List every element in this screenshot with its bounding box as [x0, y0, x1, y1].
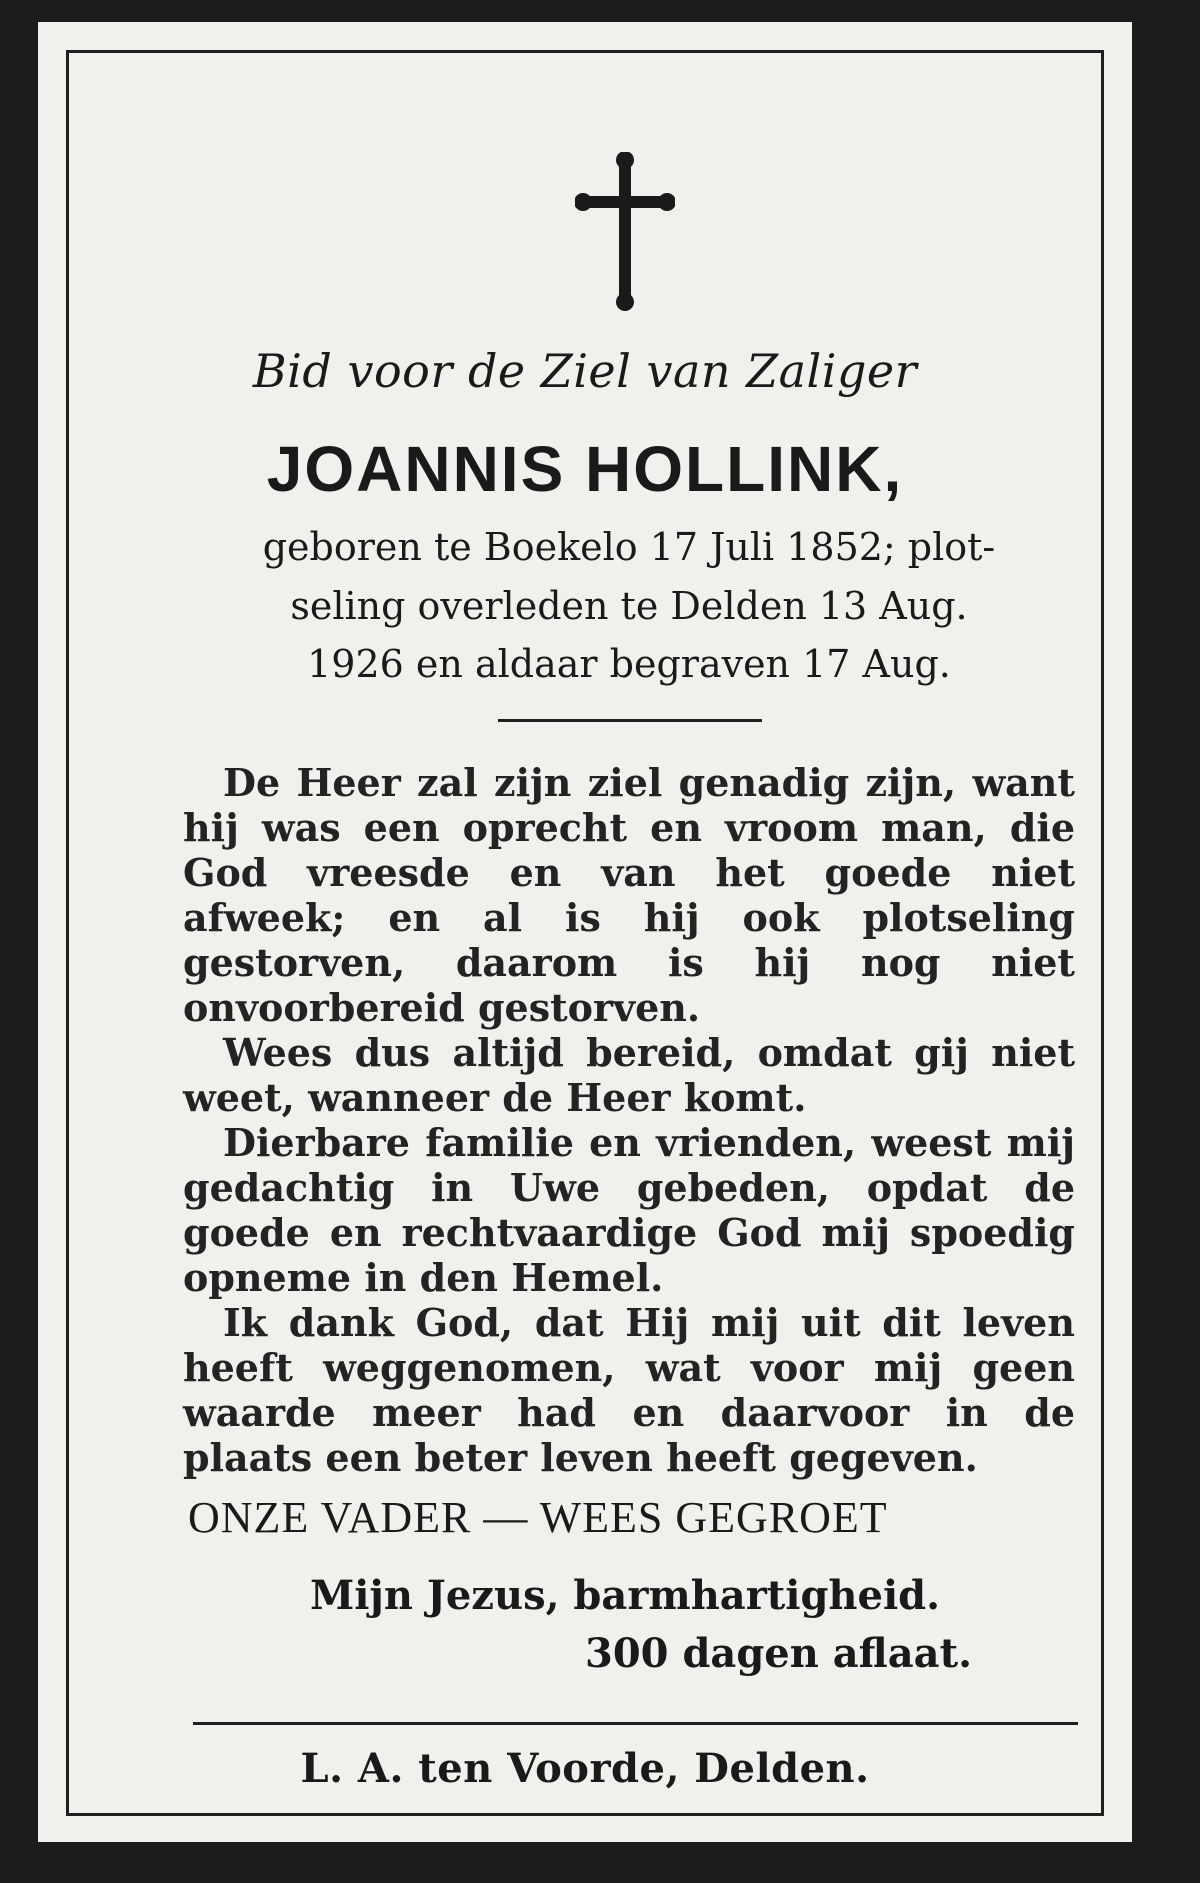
birth-death-line-3: 1926 en aldaar begraven 17 Aug.	[307, 642, 951, 686]
paragraph-2: Wees dus altijd bereid, omdat gij niet weet, wanneer de Heer komt.	[183, 1030, 1075, 1120]
paragraph-1: De Heer zal zijn ziel genadig zijn, want hij was een oprecht en vroom man, die God vreesde en van het goede niet afweek; en al is hij ook plotseling gestorven, daarom is hij nog niet onvoorbereid gestorven.	[183, 760, 1075, 1030]
divider-long	[193, 1722, 1078, 1725]
printer-credit: L. A. ten Voorde, Delden.	[300, 1745, 870, 1792]
prayer-heading: Bid voor de Ziel van Zaliger	[252, 344, 918, 398]
cross-icon	[575, 152, 675, 312]
invocation: Mijn Jezus, barmhartigheid.	[309, 1572, 941, 1619]
memorial-text	[183, 760, 1075, 1480]
divider-short	[498, 719, 762, 722]
birth-death-line-2: seling overleden te Delden 13 Aug.	[290, 584, 968, 628]
birth-death-line-1: geboren te Boekelo 17 Juli 1852; plot-	[262, 525, 996, 569]
memorial-card	[38, 22, 1132, 1842]
prayers-line: ONZE VADER — WEES GEGROET	[188, 1493, 888, 1542]
paragraph-4: Ik dank God, dat Hij mij uit dit leven heeft weggenomen, wat voor mij geen waarde meer had en daarvoor in de plaats een beter leven heeft gegeven.	[183, 1300, 1075, 1480]
deceased-name: JOANNIS HOLLINK,	[266, 433, 904, 505]
indulgence-note: 300 dagen aflaat.	[585, 1630, 972, 1677]
paragraph-3: Dierbare familie en vrienden, weest mij gedachtig in Uwe gebeden, opdat de goede en rechtvaardige God mij spoedig opneme in den Hemel.	[183, 1120, 1075, 1300]
